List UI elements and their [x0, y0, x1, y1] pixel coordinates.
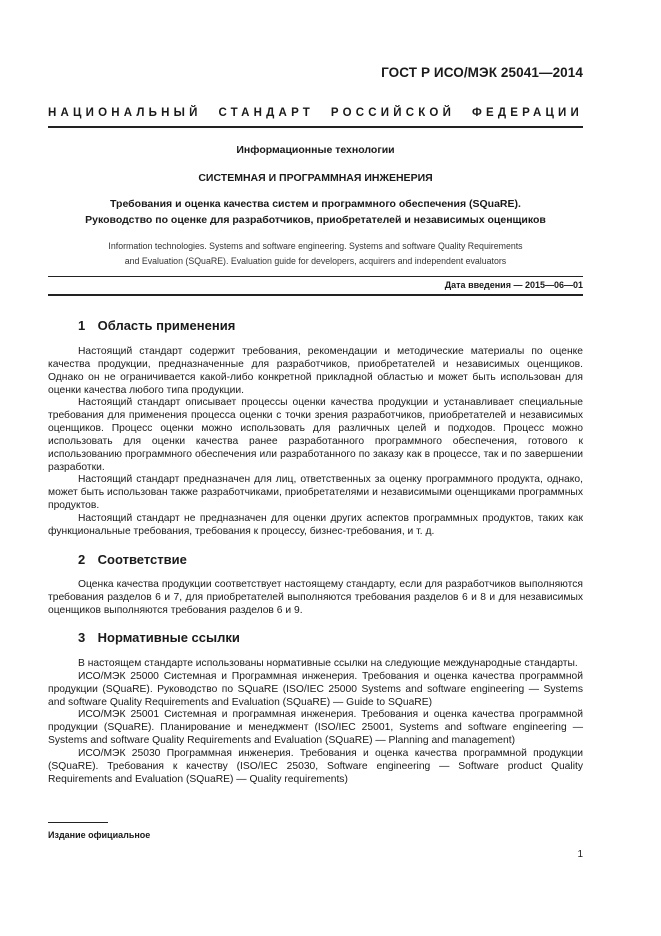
standard-id: ГОСТ Р ИСО/МЭК 25041—2014 [381, 65, 583, 80]
banner-word: ФЕДЕРАЦИИ [471, 107, 583, 119]
paragraph: Настоящий стандарт предназначен для лиц, ответственных за оценку программного продукта, однако, может быть использован также разработчиками, приобретателями и независимыми оценщиками программных продуктов. [48, 474, 583, 512]
paragraph: В настоящем стандарте использованы нормативные ссылки на следующие международные стандарты. [78, 658, 578, 669]
reference-item: ИСО/МЭК 25030 Программная инженерия. Требования и оценка качества программной продукции (SQuaRE). Требования к качеству (ISO/IEC 25030, Software engineering — Software product Quality Requirements and Evaluation (SQuaRE) — Quality requirements) [48, 747, 583, 785]
banner-word: РОССИЙСКОЙ [330, 107, 456, 119]
section-body-references [48, 658, 583, 786]
document-title-en [48, 239, 583, 268]
paragraph: Настоящий стандарт не предназначен для оценки других аспектов программных продуктов, таких как функциональные требования, требования к процессу, бизнес-требования, и т. д. [48, 512, 583, 537]
banner-word: НАЦИОНАЛЬНЫЙ [48, 107, 202, 119]
paragraph: Настоящий стандарт описывает процессы оценки качества продукции и устанавливает специальные требования для применения процесса оценки с точки зрения разработчиков, приобретателей и независимых оценщиков. Процесс оценки можно использовать для различных целей и подходов. Процесс можно использовать для оценки качества ранее разработанного программного обеспечения, готового к использованию программного обеспечения или разработанного по заказу как в процессе, так и по завершении разработки. [48, 397, 583, 473]
title-en-line: Information technologies. Systems and software engineering. Systems and software Quality Requirements [108, 241, 523, 251]
paragraph: Оценка качества продукции соответствует настоящему стандарту, если для разработчиков выполняются требования разделов 6 и 7, для приобретателей выполняются требования разделов 6 и 8 и для независимых оценщиков выполняются требования разделов 6 и 9. [48, 579, 583, 616]
edition-label: Издание официальное [48, 830, 151, 840]
header-divider [48, 126, 583, 128]
title-ru-line: Руководство по оценке для разработчиков, приобретателей и независимых оценщиков [85, 214, 546, 226]
section-heading-references [78, 630, 240, 645]
section-heading-scope [78, 318, 235, 333]
effective-date: Дата введения — 2015—06—01 [444, 280, 583, 290]
national-standard-banner [48, 107, 583, 119]
document-title: СИСТЕМНАЯ И ПРОГРАММНАЯ ИНЖЕНЕРИЯ [198, 172, 433, 184]
section-title: Нормативные ссылки [97, 630, 240, 645]
footer-divider [48, 822, 108, 823]
date-divider [48, 294, 583, 296]
page-number: 1 [577, 849, 583, 860]
section-heading-conformance [78, 552, 187, 567]
paragraph: Настоящий стандарт содержит требования, рекомендации и методические материалы по оценке качества продукции, предназначенные для разработчиков, приобретателей и независимых оценщиков. Однако он не ограничивается какой-либо конкретной прикладной областью и может быть использован для оценки качества любого типа продукции. [48, 346, 583, 396]
banner-word: СТАНДАРТ [218, 107, 315, 119]
section-number: 3 [78, 630, 86, 645]
section-title: Соответствие [97, 552, 187, 567]
title-en-line: and Evaluation (SQuaRE). Evaluation guide for developers, acquirers and independent evaluators [124, 255, 507, 266]
document-subtitle: Информационные технологии [236, 144, 395, 156]
section-body-scope [48, 346, 583, 539]
section-body-conformance [48, 579, 583, 618]
section-number: 1 [78, 318, 86, 333]
section-title: Область применения [97, 318, 236, 333]
title-divider [48, 276, 583, 277]
title-ru-line: Требования и оценка качества систем и программного обеспечения (SQuaRE). [110, 198, 521, 210]
reference-item: ИСО/МЭК 25000 Системная и Программная инженерия. Требования и оценка качества программной продукции (SQuaRE). Руководство по SQuaRE (ISO/IEC 25000 Systems and software engineering — Systems and software Quality Requirements and Evaluation (SQuaRE) — Guide to SQuaRE) [48, 670, 583, 708]
document-title-ru [48, 196, 583, 228]
section-number: 2 [78, 552, 86, 567]
reference-item: ИСО/МЭК 25001 Системная и программная инженерия. Требования и оценка качества программной продукции (SQuaRE). Планирование и менеджмент (ISO/IEC 25001, Systems and software engineering — Systems and software Quality Requirements and Evaluation (SQuaRE) — Planning and management) [48, 709, 583, 747]
